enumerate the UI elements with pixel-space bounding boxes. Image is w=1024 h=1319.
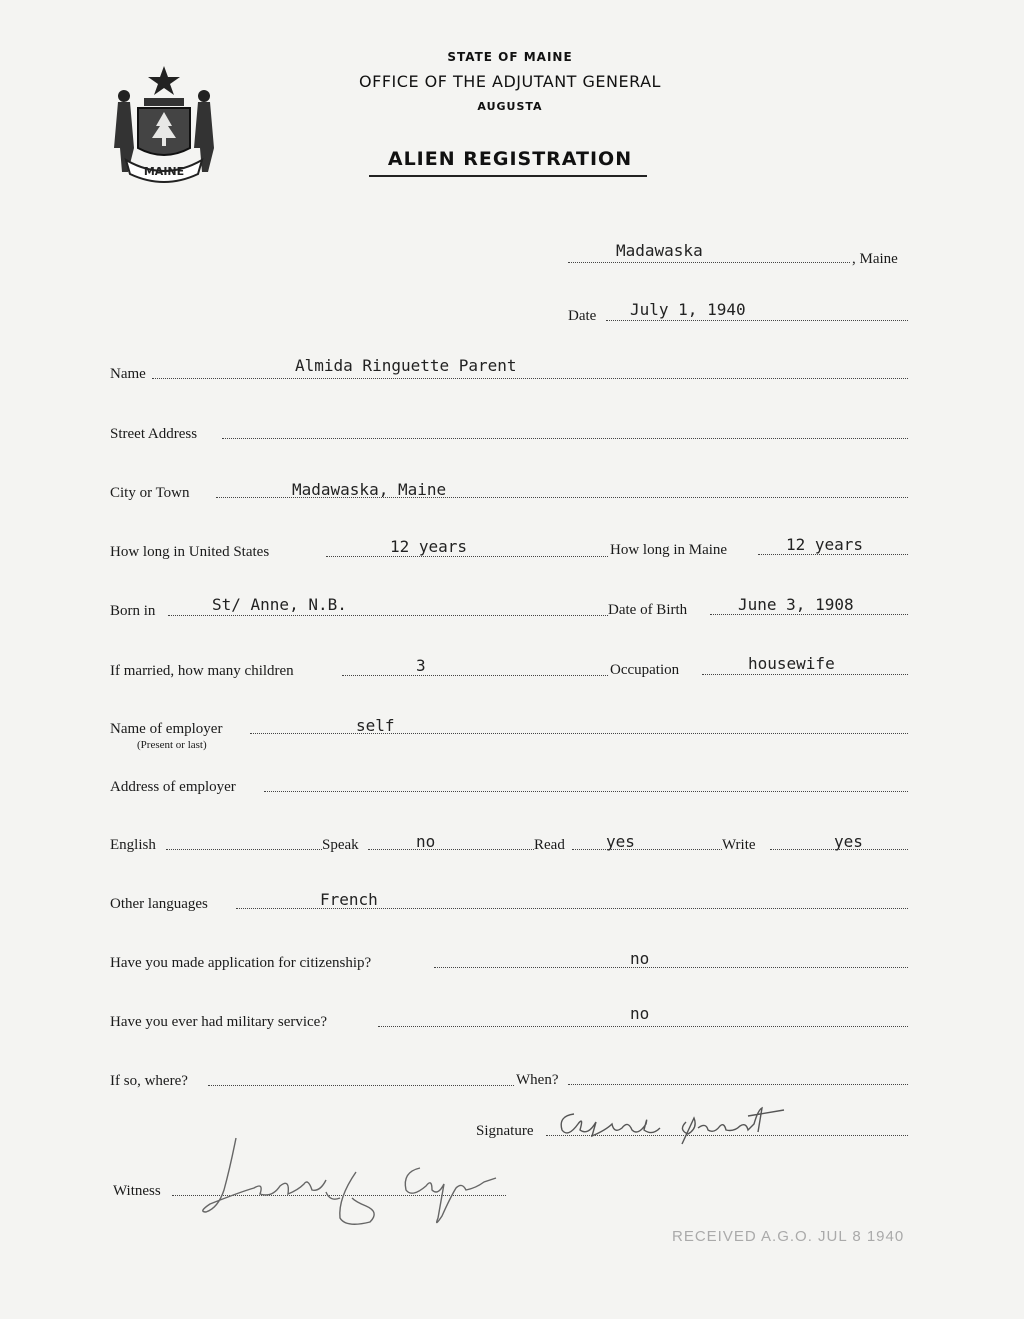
date-label: Date	[568, 308, 597, 324]
received-stamp: RECEIVED A.G.O. JUL 8 1940	[672, 1228, 905, 1245]
name-line	[152, 378, 908, 379]
witness-label: Witness	[113, 1183, 161, 1199]
maine-seal-icon	[108, 62, 220, 190]
seal-banner-text: MAINE	[143, 165, 185, 178]
write-value: yes	[834, 832, 863, 851]
born-in-value: St/ Anne, N.B.	[212, 595, 347, 614]
how-long-us-line	[326, 556, 608, 557]
employer-line	[250, 733, 908, 734]
name-label: Name	[110, 366, 146, 382]
dob-value: June 3, 1908	[738, 595, 854, 614]
date-value: July 1, 1940	[630, 300, 746, 319]
city-value: Madawaska, Maine	[292, 480, 447, 499]
street-line	[222, 438, 908, 439]
title-underline	[369, 175, 647, 177]
where-label: If so, where?	[110, 1073, 188, 1089]
form-title: ALIEN REGISTRATION	[387, 148, 633, 170]
maine-label: , Maine	[852, 251, 898, 267]
read-value: yes	[606, 832, 635, 851]
applicant-signature	[548, 1100, 788, 1146]
occupation-value: housewife	[748, 654, 835, 673]
employer-note: (Present or last)	[137, 739, 207, 751]
speak-label: Speak	[322, 837, 359, 853]
other-languages-label: Other languages	[110, 896, 208, 912]
witness-signature	[180, 1128, 510, 1232]
where-line	[208, 1085, 514, 1086]
employer-value: self	[356, 716, 395, 735]
military-label: Have you ever had military service?	[110, 1014, 327, 1030]
how-long-us-value: 12 years	[390, 537, 468, 556]
other-languages-value: French	[320, 890, 378, 909]
write-label: Write	[722, 837, 756, 853]
signature-label: Signature	[476, 1123, 534, 1139]
military-line	[378, 1026, 908, 1027]
children-label: If married, how many children	[110, 663, 294, 679]
read-label: Read	[534, 837, 565, 853]
read-line	[572, 849, 722, 850]
occupation-line	[702, 674, 908, 675]
when-label: When?	[516, 1072, 559, 1088]
citizenship-label: Have you made application for citizenship?	[110, 955, 372, 971]
children-line	[342, 675, 608, 676]
citizenship-value: no	[630, 949, 650, 968]
speak-line	[368, 849, 534, 850]
street-label: Street Address	[110, 426, 198, 442]
how-long-maine-label: How long in Maine	[610, 542, 728, 558]
dob-label: Date of Birth	[608, 602, 688, 618]
office-heading: OFFICE OF THE ADJUTANT GENERAL	[359, 72, 661, 91]
born-in-line	[168, 615, 608, 616]
speak-value: no	[416, 832, 436, 851]
name-value: Almida Ringuette Parent	[295, 356, 517, 375]
english-label: English	[110, 837, 156, 853]
town-line	[568, 262, 850, 263]
town-value: Madawaska	[616, 241, 703, 260]
how-long-maine-value: 12 years	[786, 535, 864, 554]
occupation-label: Occupation	[610, 662, 680, 678]
employer-address-label: Address of employer	[110, 779, 236, 795]
children-value: 3	[416, 656, 426, 675]
born-in-label: Born in	[110, 603, 156, 619]
state-heading: STATE OF MAINE	[447, 50, 573, 64]
employer-label: Name of employer	[110, 721, 223, 737]
when-line	[568, 1084, 908, 1085]
employer-address-line	[264, 791, 908, 792]
citizenship-line	[434, 967, 908, 968]
date-line	[606, 320, 908, 321]
military-value: no	[630, 1004, 650, 1023]
how-long-us-label: How long in United States	[110, 544, 270, 560]
city-heading: AUGUSTA	[477, 100, 543, 113]
dob-line	[710, 614, 908, 615]
how-long-maine-line	[758, 554, 908, 555]
city-label: City or Town	[110, 485, 190, 501]
english-line	[166, 849, 322, 850]
